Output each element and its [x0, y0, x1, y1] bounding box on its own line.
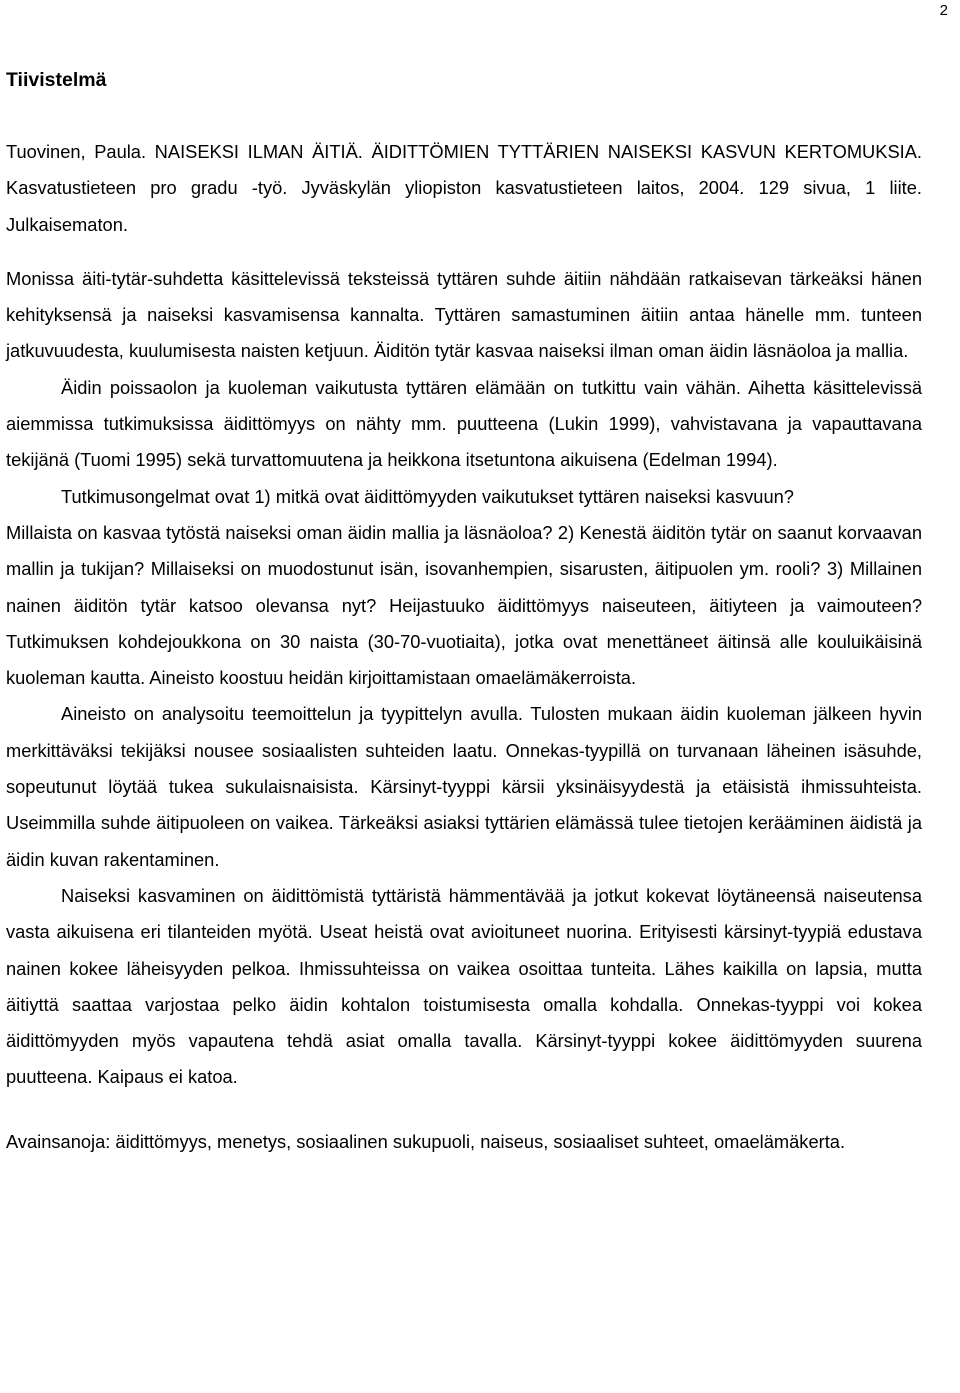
- citation-paragraph: Tuovinen, Paula. NAISEKSI ILMAN ÄITIÄ. ÄIDITTÖMIEN TYTTÄRIEN NAISEKSI KASVUN KERTOMUKSIA. Kasvatustieteen pro gradu -työ. Jyväskylän yliopiston kasvatustieteen laitos, 2004. 129 sivua, 1 liite. Julkaisematon.: [6, 141, 922, 235]
- abstract-paragraph-1: Monissa äiti-tytär-suhdetta käsittelevissä teksteissä tyttären suhde äitiin nähdään ratkaisevan tärkeäksi hänen kehityksensä ja naiseksi kasvamisensa kannalta. Tyttären samastuminen äitiin antaa hänelle mm. tunteen jatkuvuudesta, kuulumisesta naisten ketjuun. Äiditön tytär kasvaa naiseksi ilman oman äidin läsnäoloa ja mallia.: [6, 267, 922, 362]
- abstract-paragraph-4: Millaista on kasvaa tytöstä naiseksi oman äidin mallia ja läsnäoloa? 2) Kenestä äiditön tytär on saanut korvaavan mallin ja tukijan? Millaiseksi on muodostunut isän, isovanhempien, sisarusten, äitipuolen ym. rooli? 3) Millainen nainen äiditön tytär katsoo olevansa nyt? Heijastuuko äidittömyys naiseuteen, äitiyteen ja vaimouteen? Tutkimuksen kohdejoukkona on 30 naista (30-70-vuotiaita), jotka ovat menettäneet äitinsä alle kouluikäisinä kuoleman kautta. Aineisto koostuu heidän kirjoittamistaan omaelämäkerroista.: [6, 521, 922, 689]
- document-body: [6, 62, 922, 1160]
- abstract-paragraph-3: Tutkimusongelmat ovat 1) mitkä ovat äidittömyyden vaikutukset tyttären naiseksi kasvuun?: [61, 485, 794, 507]
- abstract-paragraph-5: Aineisto on analysoitu teemoittelun ja tyypittelyn avulla. Tulosten mukaan äidin kuoleman jälkeen hyvin merkittäväksi tekijäksi nousee sosiaalisten suhteiden laatu. Onnekas-tyypillä on turvanaan läheinen isäsuhde, sopeutunut löytää tukea sukulaisnaisista. Kärsinyt-tyyppi kärsii yksinäisyydestä ja etäisistä ihmissuhteista. Useimmilla suhde äitipuoleen on vaikea. Tärkeäksi asiaksi tyttärien elämässä tulee tietojen kerääminen äidistä ja äidin kuvan rakentaminen.: [6, 703, 922, 870]
- section-heading: Tiivistelmä: [6, 69, 107, 91]
- abstract-paragraph-2: Äidin poissaolon ja kuoleman vaikutusta tyttären elämään on tutkittu vain vähän. Aihetta käsittelevissä aiemmissa tutkimuksissa äidittömyys on nähty mm. puutteena (Lukin 1999), vahvistavana ja vapauttavana tekijänä (Tuomi 1995) sekä turvattomuutena ja heikkona itsetuntona aikuisena (Edelman 1994).: [6, 376, 922, 471]
- keywords-paragraph: Avainsanoja: äidittömyys, menetys, sosiaalinen sukupuoli, naiseus, sosiaaliset suhteet, omaelämäkerta.: [6, 1130, 846, 1152]
- abstract-paragraph-6: Naiseksi kasvaminen on äidittömistä tyttäristä hämmentävää ja jotkut kokevat löytäneensä naiseutensa vasta aikuisena eri tilanteiden myötä. Useat heistä ovat avioituneet nuorina. Erityisesti kärsinyt-tyypiä edustava nainen kokee läheisyyden pelkoa. Ihmissuhteissa on vaikea osoittaa tunteita. Lähes kaikilla on lapsia, mutta äitiyttä saattaa varjostaa pelko äidin kohtalon toistumisesta omalla kohdalla. Onnekas-tyyppi voi kokea äidittömyyden myös vapautena tehdä asiat omalla tavalla. Kärsinyt-tyyppi kokee äidittömyyden suurena puutteena. Kaipaus ei katoa.: [6, 884, 922, 1088]
- page-number: 2: [939, 2, 948, 19]
